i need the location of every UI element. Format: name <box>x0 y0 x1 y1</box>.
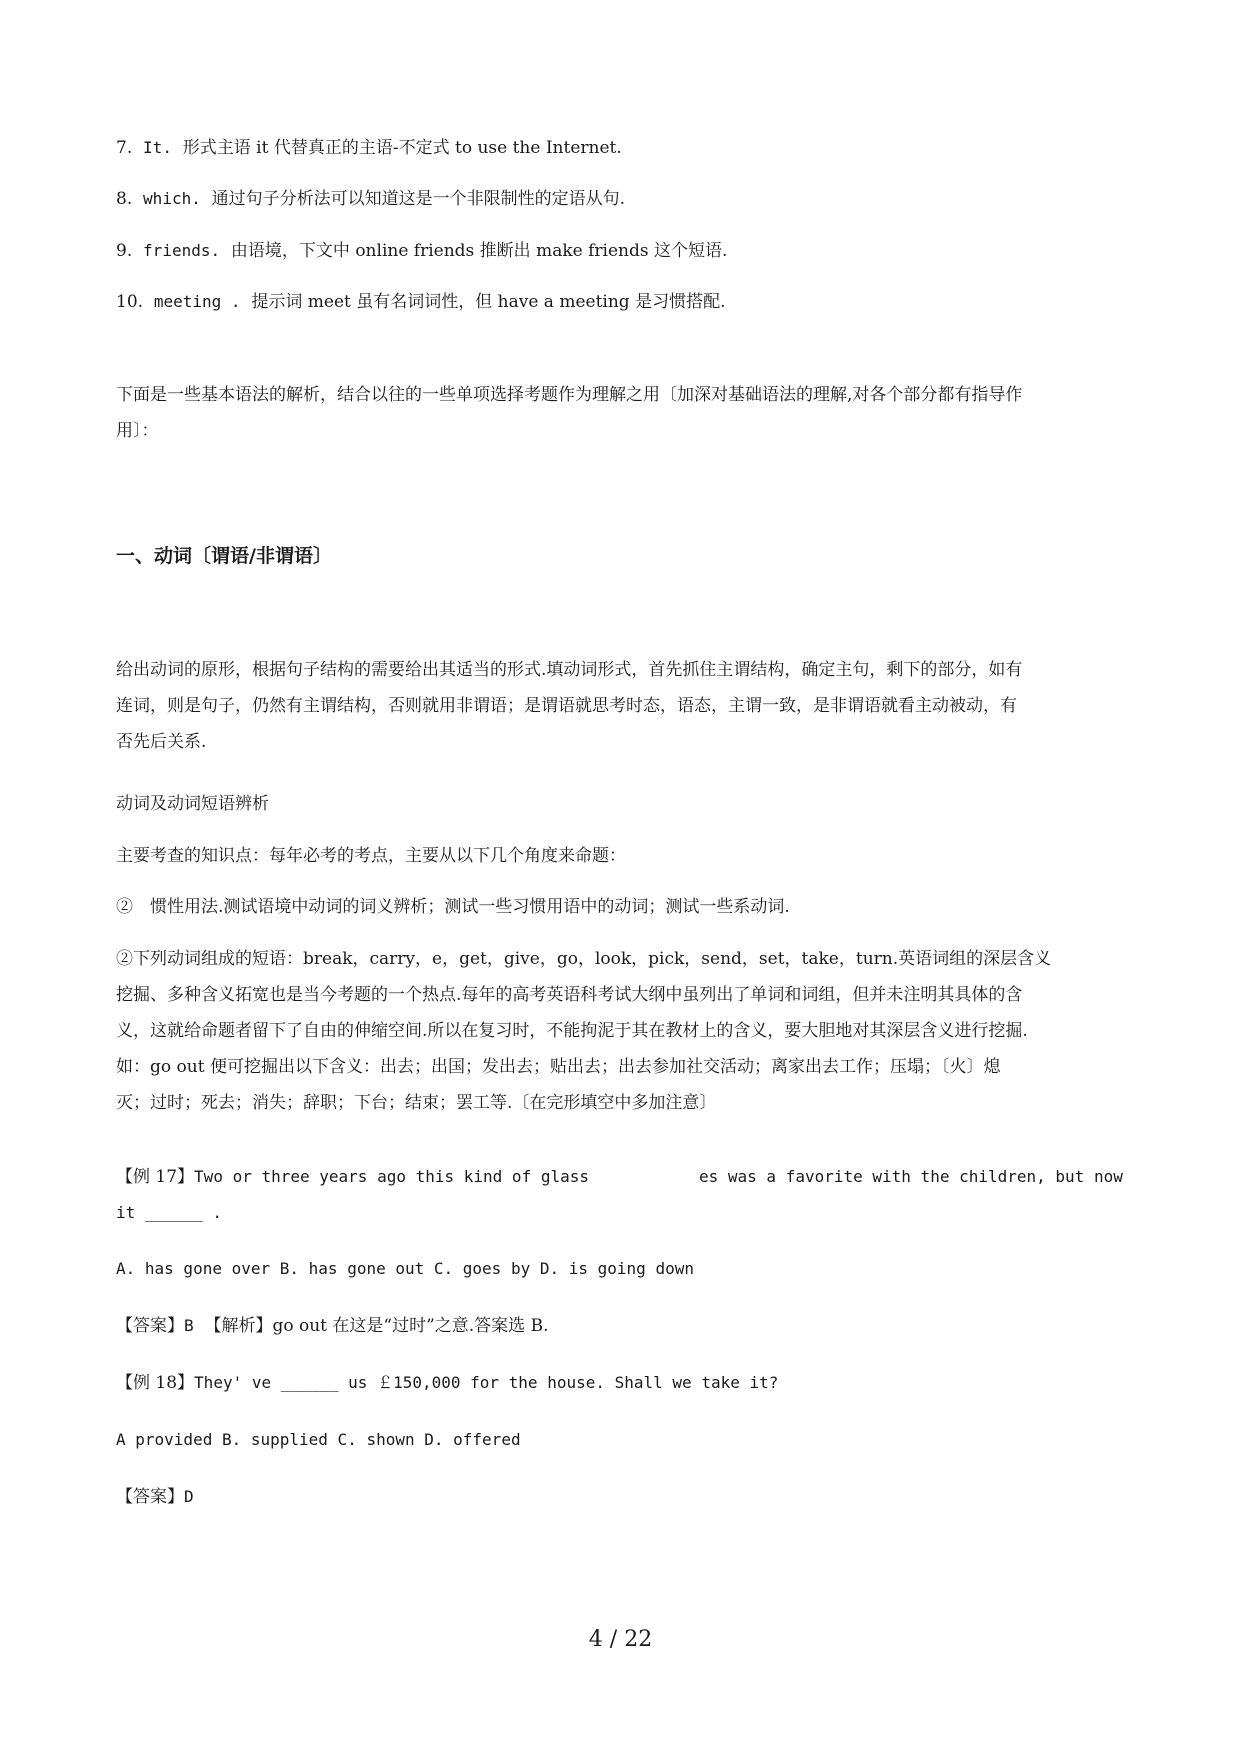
example-18-question <box>116 1365 1126 1401</box>
answer-value: D <box>184 1487 194 1506</box>
point-2-line: ②下列动词组成的短语：break，carry，e，get，give，go，look，pick，send，set，take，turn.英语词组的深层含义 <box>116 949 1052 969</box>
analysis-text: go out 在这是“过时”之意.答案选 B. <box>272 1316 549 1336</box>
answer-9 <box>116 233 1126 269</box>
answer-number: 9. <box>116 241 133 261</box>
verb-line: 否先后关系. <box>116 732 207 752</box>
answer-10 <box>116 284 1126 320</box>
example-label: 【例 17】 <box>116 1167 195 1187</box>
subheading: 动词及动词短语辨析 <box>116 794 269 814</box>
example-text: es was a favorite with the children, but now <box>699 1167 1123 1186</box>
example-text: They' ve ______ us ￡150,000 for the house. Shall we take it? <box>194 1373 779 1392</box>
answer-number: 7. <box>116 138 133 158</box>
example-17-options: A. has gone over B. has gone out C. goes by D. is going down <box>116 1259 694 1278</box>
verb-line: 连词，则是句子，仍然有主谓结构，否则就用非谓语；是谓语就思考时态，语态，主谓一致，是非谓语就看主动被动，有 <box>116 696 1017 716</box>
example-label: 【例 18】 <box>116 1373 195 1393</box>
section-title: 一、动词〔谓语/非谓语〕 <box>116 545 332 567</box>
answer-explanation: 由语境，下文中 online friends 推断出 make friends 这个短语. <box>230 241 728 261</box>
answer-number: 10. <box>116 292 144 312</box>
example-18-answer <box>116 1479 1126 1515</box>
answer-value: B <box>184 1316 194 1335</box>
answer-number: 8. <box>116 189 133 209</box>
answer-word: It. <box>143 138 172 157</box>
point-2-line: 挖掘、多种含义拓宽也是当今考题的一个热点.每年的高考英语科考试大纲中虽列出了单词和词组，但并未注明其具体的含 <box>116 985 1023 1005</box>
answer-8 <box>116 181 1126 217</box>
answer-label: 【答案】 <box>116 1487 184 1507</box>
example-17-answer <box>116 1308 1126 1344</box>
intro-line: 下面是一些基本语法的解析，结合以往的一些单项选择考题作为理解之用〔加深对基础语法的理解,对各个部分都有指导作 <box>116 385 1023 405</box>
answer-word: meeting . <box>153 292 241 311</box>
verb-line: 给出动词的原形，根据句子结构的需要给出其适当的形式.填动词形式，首先抓住主谓结构，确定主句，剩下的部分，如有 <box>116 660 1023 680</box>
answer-explanation: 提示词 meet 虽有名词词性，但 have a meeting 是习惯搭配. <box>251 292 726 312</box>
example-text: Two or three years ago this kind of glass <box>194 1167 589 1186</box>
answer-explanation: 形式主语 it 代替真正的主语-不定式 to use the Internet. <box>182 138 622 158</box>
intro-line: 用〕： <box>116 421 159 441</box>
intro-paragraph <box>116 377 1126 449</box>
answer-label: 【答案】 <box>116 1316 184 1336</box>
answer-explanation: 通过句子分析法可以知道这是一个非限制性的定语从句. <box>211 189 626 209</box>
answer-7 <box>116 130 1126 166</box>
point-2-line: 义，这就给命题者留下了自由的伸缩空间.所以在复习时，不能拘泥于其在教材上的含义，要大胆地对其深层含义进行挖掘. <box>116 1021 1028 1041</box>
verb-paragraph <box>116 652 1126 760</box>
example-18-options: A provided B. supplied C. shown D. offered <box>116 1430 521 1449</box>
example-17-question <box>116 1159 1126 1195</box>
point-2-line: 如：go out 便可挖掘出以下含义：出去；出国；发出去；贴出去；出去参加社交活动；离家出去工作；压塌；〔火〕熄 <box>116 1057 1001 1077</box>
point-1: ② 惯性用法.测试语境中动词的词义辨析；测试一些习惯用语中的动词；测试一些系动词. <box>116 897 790 917</box>
answer-word: which. <box>143 189 201 208</box>
example-17-blank-line: it ______ . <box>116 1203 222 1222</box>
point-2-paragraph <box>116 941 1126 1121</box>
answer-word: friends. <box>143 241 221 260</box>
analysis-label: 【解析】 <box>204 1316 273 1336</box>
point-2-line: 灭；过时；死去；消失；辞职；下台；结束；罢工等.〔在完形填空中多加注意〕 <box>116 1093 717 1113</box>
knowledge-points: 主要考查的知识点：每年必考的考点，主要从以下几个角度来命题： <box>116 846 626 866</box>
page-number: 4 / 22 <box>588 1627 653 1652</box>
